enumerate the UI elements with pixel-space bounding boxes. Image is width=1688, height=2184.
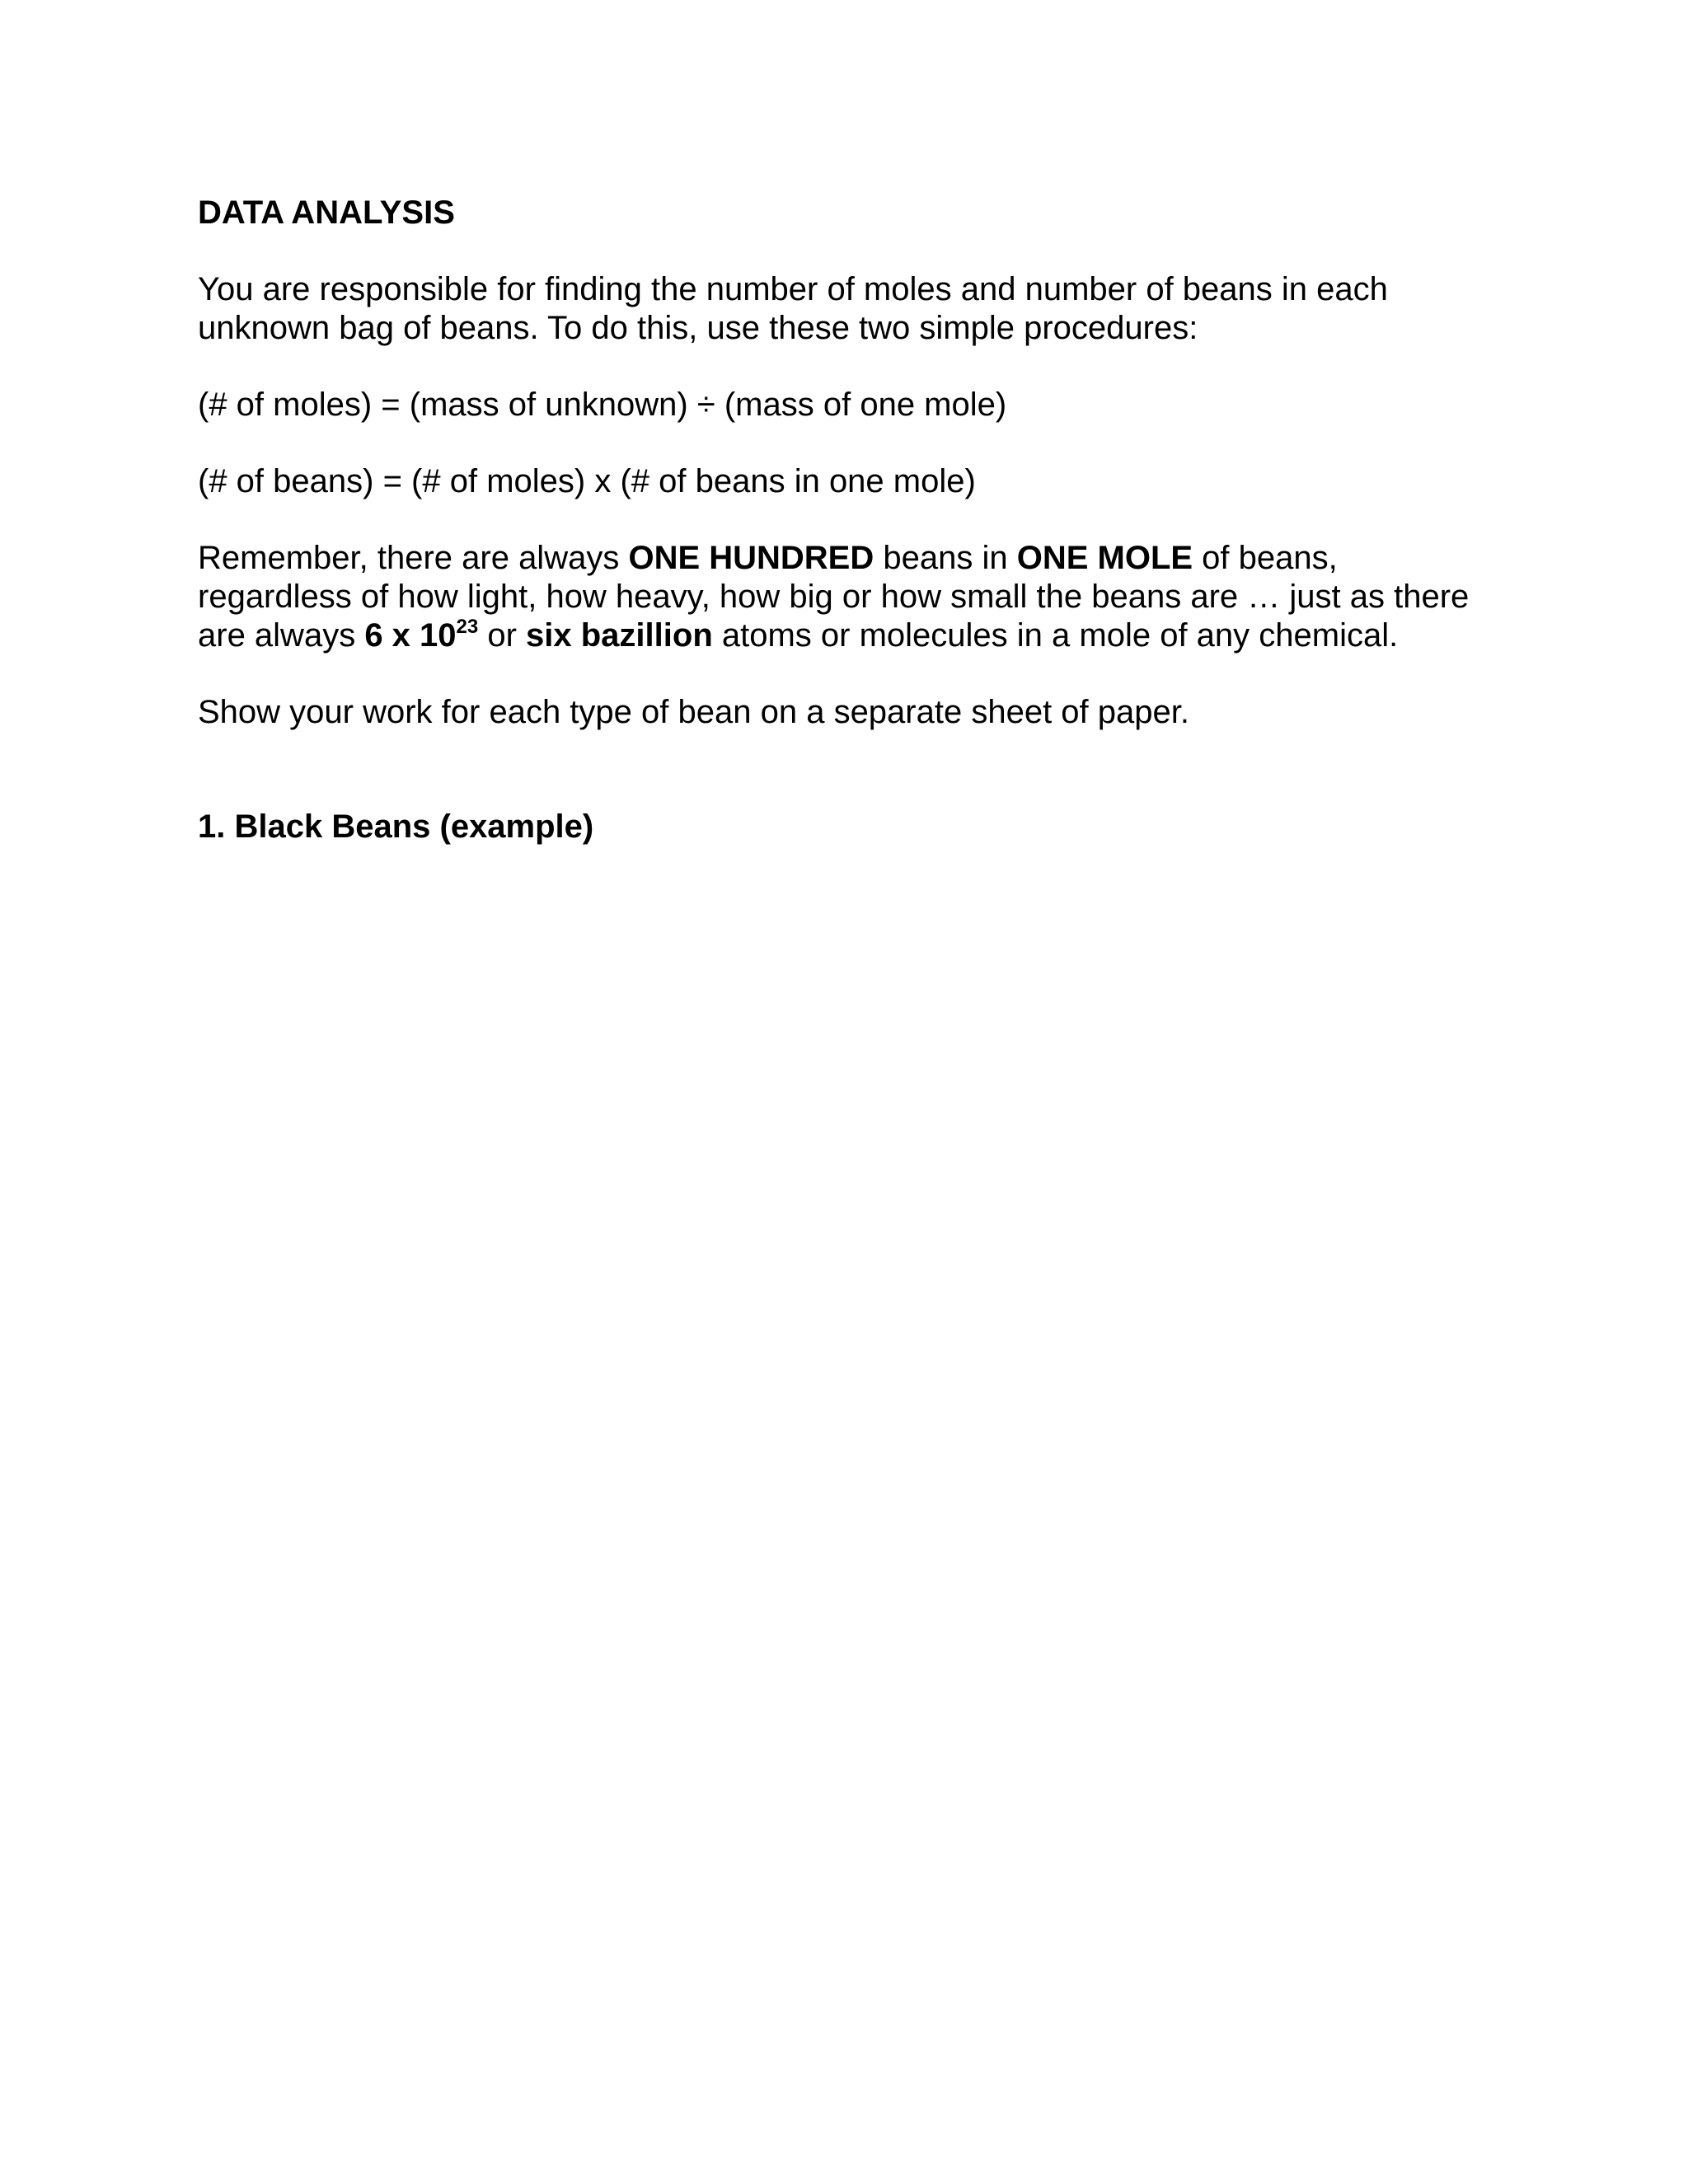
intro-line-2: unknown bag of beans. To do this, use these two simple procedures: (198, 310, 1198, 346)
document-content (198, 194, 1517, 846)
page-title: DATA ANALYSIS (198, 194, 455, 231)
remember-line-3-prefix: are always (198, 617, 365, 654)
remember-line-1 (198, 539, 1517, 578)
avogadro-number (364, 617, 478, 654)
formula-moles: (# of moles) = (mass of unknown) ÷ (mass of one mole) (198, 387, 1007, 423)
one-hundred-emphasis: ONE HUNDRED (628, 540, 874, 576)
remember-line-2: regardless of how light, how heavy, how big or how small the beans are … just as there (198, 579, 1470, 615)
intro-line-1: You are responsible for finding the number of moles and number of beans in each (198, 271, 1388, 307)
remember-prefix: Remember, there are always (198, 540, 629, 576)
remember-paragraph (198, 539, 1517, 655)
remember-suffix: of beans, (1193, 540, 1338, 576)
remember-middle: beans in (874, 540, 1017, 576)
formula-beans: (# of beans) = (# of moles) x (# of beans in one mole) (198, 463, 976, 499)
remember-line-3-middle: or (478, 617, 527, 654)
intro-paragraph (198, 270, 1517, 348)
section-title-black-beans: 1. Black Beans (example) (198, 808, 594, 845)
remember-line-3 (198, 616, 1517, 655)
six-bazillion-emphasis: six bazillion (526, 617, 713, 654)
one-mole-emphasis: ONE MOLE (1016, 540, 1193, 576)
avogadro-base: 6 x 10 (364, 617, 457, 654)
remember-line-3-suffix: atoms or molecules in a mole of any chemical. (712, 617, 1399, 654)
avogadro-exponent: 23 (456, 616, 479, 638)
show-work-instruction: Show your work for each type of bean on a separate sheet of paper. (198, 694, 1189, 730)
